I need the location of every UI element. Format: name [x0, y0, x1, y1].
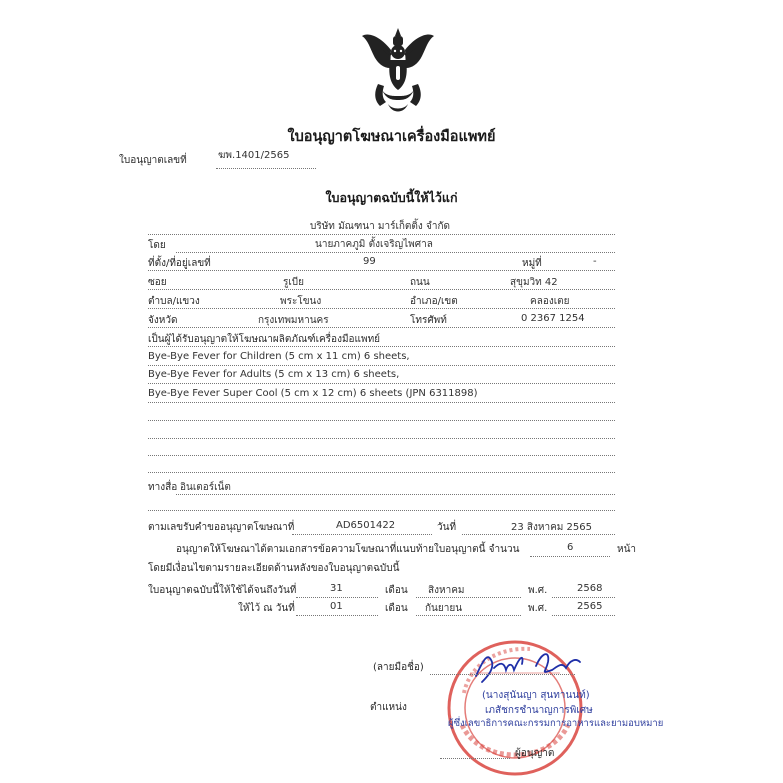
- by-label: โดย: [148, 240, 166, 251]
- permit-number-line: [216, 168, 316, 169]
- by-line: [176, 252, 615, 253]
- licensor-label: ผู้อนุญาต: [515, 748, 555, 759]
- products-intro: เป็นผู้ได้รับอนุญาตให้โฆษณาผลิตภัณฑ์เครื่องมือแพทย์: [148, 334, 381, 345]
- product-item: Bye-Bye Fever for Children (5 cm x 11 cm) 6 sheets,: [148, 351, 410, 362]
- request-number-line: [292, 534, 432, 535]
- blank-line: [148, 510, 615, 511]
- product-line: [148, 383, 615, 384]
- amphoe-value: คลองเตย: [530, 296, 570, 307]
- product-line: [148, 365, 615, 366]
- province-phone-line: [148, 327, 615, 328]
- media-label: ทางสื่อ: [148, 482, 178, 493]
- request-date: 23 สิงหาคม 2565: [511, 522, 593, 533]
- given-month: กันยายน: [425, 603, 463, 614]
- amphoe-label: อำเภอ/เขต: [410, 296, 458, 307]
- tambon-value: พระโขนง: [280, 296, 322, 307]
- page-count: 6: [567, 542, 574, 553]
- position-line1: เภสัชกรชำนาญการพิเศษ: [485, 705, 593, 716]
- by-name: นายภาคภูมิ ตั้งเจริญไพศาล: [315, 239, 433, 250]
- blank-line: [148, 455, 615, 456]
- company-line: [148, 234, 615, 235]
- blank-line: [148, 472, 615, 473]
- address-number: 99: [363, 256, 376, 267]
- conditions-text: โดยมีเงื่อนไขตามรายละเอียดด้านหลังของใบอนุญาตฉบับนี้: [148, 563, 400, 574]
- soi-value: รูเบีย: [283, 277, 304, 288]
- address-line: [148, 270, 615, 271]
- road-value: สุขุมวิท 42: [510, 277, 558, 288]
- company-name: บริษัท มัณฑนา มาร์เก็ตติ้ง จำกัด: [310, 221, 451, 232]
- media-line: [176, 494, 615, 495]
- approved-text: อนุญาตให้โฆษณาได้ตามเอกสารข้อความโฆษณาที่แนบท้ายใบอนุญาตนี้ จำนวน: [176, 544, 520, 555]
- valid-day-line: [296, 597, 378, 598]
- soi-road-line: [148, 289, 615, 290]
- media-value: อินเตอร์เน็ต: [180, 482, 231, 493]
- valid-year-line: [552, 597, 615, 598]
- valid-day: 31: [330, 583, 343, 594]
- signature-label: (ลายมือชื่อ): [373, 662, 424, 673]
- tambon-label: ตำบล/แขวง: [148, 296, 200, 307]
- valid-until-label: ใบอนุญาตฉบับนี้ให้ใช้ได้จนถึงวันที่: [148, 585, 297, 596]
- signature-line: [430, 674, 575, 675]
- product-item: Bye-Bye Fever for Adults (5 cm x 13 cm) 6 sheets,: [148, 369, 400, 380]
- signer-name: (นางสุนันญา สุนทานนท์): [482, 690, 590, 701]
- product-line: [148, 402, 615, 403]
- blank-line: [148, 420, 615, 421]
- road-label: ถนน: [410, 277, 430, 288]
- given-year: 2565: [577, 601, 603, 612]
- province-label: จังหวัด: [148, 315, 178, 326]
- request-date-label: วันที่: [437, 522, 457, 533]
- given-month-line: [416, 615, 521, 616]
- request-label: ตามเลขรับคำขออนุญาตโฆษณาที่: [148, 522, 295, 533]
- products-intro-line: [148, 346, 615, 347]
- page-count-line: [530, 556, 610, 557]
- given-year-label: พ.ศ.: [528, 603, 548, 614]
- given-day: 01: [330, 601, 343, 612]
- permit-number-label: ใบอนุญาตเลขที่: [119, 155, 187, 166]
- given-label: ให้ไว้ ณ วันที่: [238, 603, 295, 614]
- signature-scribble: [470, 648, 585, 688]
- phone-value: 0 2367 1254: [521, 313, 585, 324]
- address-label: ที่ตั้ง/ที่อยู่เลขที่: [148, 258, 211, 269]
- blank-line: [148, 438, 615, 439]
- soi-label: ซอย: [148, 277, 167, 288]
- valid-year: 2568: [577, 583, 603, 594]
- valid-month: สิงหาคม: [428, 585, 465, 596]
- garuda-emblem-icon: [360, 26, 436, 120]
- position-label: ตำแหน่ง: [370, 702, 407, 713]
- request-number: AD6501422: [336, 520, 396, 531]
- given-day-line: [296, 615, 378, 616]
- valid-year-label: พ.ศ.: [528, 585, 548, 596]
- position-line2: ผู้ซึ่งเลขาธิการคณะกรรมการอาหารและยามอบหมาย: [448, 718, 664, 729]
- province-value: กรุงเทพมหานคร: [258, 315, 329, 326]
- issued-to-heading: ใบอนุญาตฉบับนี้ให้ไว้แก่: [325, 190, 458, 205]
- phone-label: โทรศัพท์: [410, 315, 447, 326]
- request-date-line: [462, 534, 615, 535]
- tambon-amphoe-line: [148, 308, 615, 309]
- document-title: ใบอนุญาตโฆษณาเครื่องมือแพทย์: [287, 129, 496, 145]
- moo-label: หมู่ที่: [522, 258, 542, 269]
- given-month-label: เดือน: [385, 603, 408, 614]
- page-unit: หน้า: [617, 544, 637, 555]
- valid-month-line: [416, 597, 521, 598]
- product-item: Bye-Bye Fever Super Cool (5 cm x 12 cm) 6 sheets (JPN 6311898): [148, 388, 478, 399]
- given-year-line: [552, 615, 615, 616]
- licensor-line: [440, 758, 510, 759]
- valid-month-label: เดือน: [385, 585, 408, 596]
- permit-number-value: ฆพ.1401/2565: [218, 150, 290, 161]
- moo-value: -: [593, 256, 597, 267]
